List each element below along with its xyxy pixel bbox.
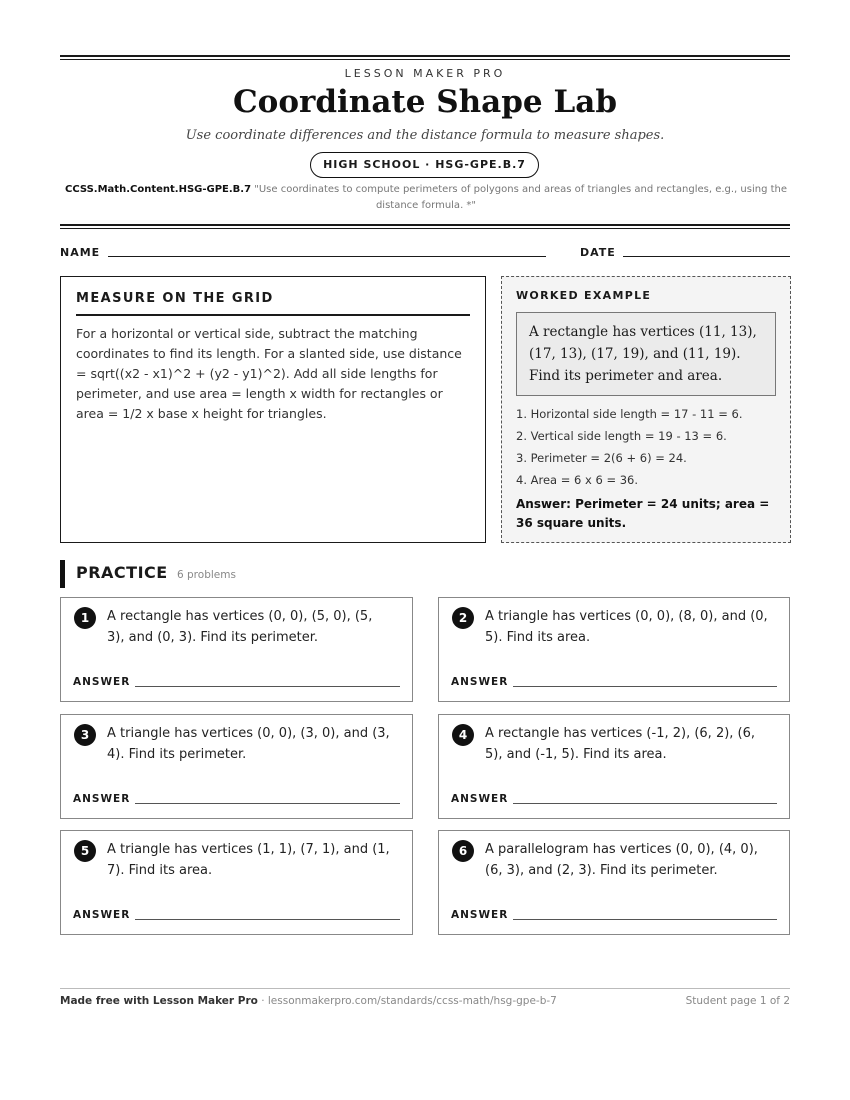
problem-number: 5 (74, 840, 96, 862)
answer-label: ANSWER (451, 793, 509, 805)
brand-name: LESSON MAKER PRO (344, 67, 506, 80)
footer-credit (60, 995, 557, 1007)
problem-card-3 (60, 714, 413, 819)
answer-label: ANSWER (73, 909, 131, 921)
answer-field[interactable] (135, 803, 400, 804)
worked-example-step: 4. Area = 6 x 6 = 36. (516, 473, 639, 487)
problem-text: A rectangle has vertices (-1, 2), (6, 2), (6, 5), and (-1, 5). Find its area. (485, 726, 756, 762)
worked-example-answer: Answer: Perimeter = 24 units; area = 36 square units. (516, 497, 770, 530)
worked-example-step: 1. Horizontal side length = 17 - 11 = 6. (516, 407, 743, 421)
standard-description (62, 182, 790, 214)
practice-heading: PRACTICE (76, 563, 168, 582)
worked-example-box (501, 276, 791, 543)
answer-label: ANSWER (451, 676, 509, 688)
answer-field[interactable] (513, 686, 777, 687)
answer-field[interactable] (135, 919, 400, 920)
worked-example-problem: A rectangle has vertices (11, 13), (17, 13), (17, 19), and (11, 19). Find its perimeter and area. (516, 312, 776, 396)
answer-field[interactable] (135, 686, 400, 687)
header-bottom-rule (60, 224, 790, 229)
problem-card-6 (438, 830, 790, 935)
footer-url[interactable]: · lessonmakerpro.com/standards/ccss-math/hsg-gpe-b-7 (257, 995, 557, 1007)
answer-label: ANSWER (73, 676, 131, 688)
grade-standard-badge: HIGH SCHOOL · HSG-GPE.B.7 (310, 152, 539, 178)
problem-number: 3 (74, 724, 96, 746)
problem-number: 2 (452, 607, 474, 629)
problem-card-5 (60, 830, 413, 935)
problem-text: A triangle has vertices (1, 1), (7, 1), and (1, 7). Find its area. (107, 842, 390, 878)
worked-example-step: 2. Vertical side length = 19 - 13 = 6. (516, 429, 727, 443)
page-subtitle: Use coordinate differences and the distance formula to measure shapes. (185, 128, 665, 143)
problem-text: A parallelogram has vertices (0, 0), (4, 0), (6, 3), and (2, 3). Find its perimeter. (485, 842, 758, 878)
answer-field[interactable] (513, 919, 777, 920)
problem-card-1 (60, 597, 413, 702)
problem-text: A triangle has vertices (0, 0), (3, 0), and (3, 4). Find its perimeter. (107, 726, 390, 762)
answer-label: ANSWER (73, 793, 131, 805)
problem-number: 1 (74, 607, 96, 629)
problem-text: A triangle has vertices (0, 0), (8, 0), and (0, 5). Find its area. (485, 609, 768, 645)
worked-example-heading: WORKED EXAMPLE (516, 289, 652, 302)
name-field[interactable] (108, 256, 546, 257)
practice-count: 6 problems (177, 569, 236, 581)
footer-made-with: Made free with Lesson Maker Pro (60, 995, 258, 1007)
problem-text: A rectangle has vertices (0, 0), (5, 0), (5, 3), and (0, 3). Find its perimeter. (107, 609, 373, 645)
footer-rule (60, 988, 790, 989)
date-field[interactable] (623, 256, 790, 257)
footer-page-number: Student page 1 of 2 (685, 995, 790, 1007)
date-label: DATE (580, 246, 616, 259)
answer-label: ANSWER (451, 909, 509, 921)
concept-heading: MEASURE ON THE GRID (76, 291, 470, 316)
practice-accent-bar (60, 560, 65, 588)
problem-number: 6 (452, 840, 474, 862)
worked-example-steps (516, 403, 776, 491)
concept-box (60, 276, 486, 543)
standard-code: CCSS.Math.Content.HSG-GPE.B.7 (64, 184, 252, 195)
answer-field[interactable] (513, 803, 777, 804)
problem-card-4 (438, 714, 790, 819)
header-top-rule (60, 55, 790, 60)
problem-card-2 (438, 597, 790, 702)
page-title: Coordinate Shape Lab (232, 84, 618, 120)
standard-text: "Use coordinates to compute perimeters of polygons and areas of triangles and rectangles, e.g., using the distance formula. *" (254, 184, 788, 211)
name-label: NAME (60, 246, 101, 259)
concept-body: For a horizontal or vertical side, subtract the matching coordinates to find its length. For a slanted side, use distance = sqrt((x2 - x1)^2 + (y2 - y1)^2). Add all side lengths for perimeter, and use area = length x width for rectangles or area = 1/2 x base x height for triangles. (76, 326, 462, 421)
worked-example-step: 3. Perimeter = 2(6 + 6) = 24. (516, 451, 687, 465)
problem-number: 4 (452, 724, 474, 746)
